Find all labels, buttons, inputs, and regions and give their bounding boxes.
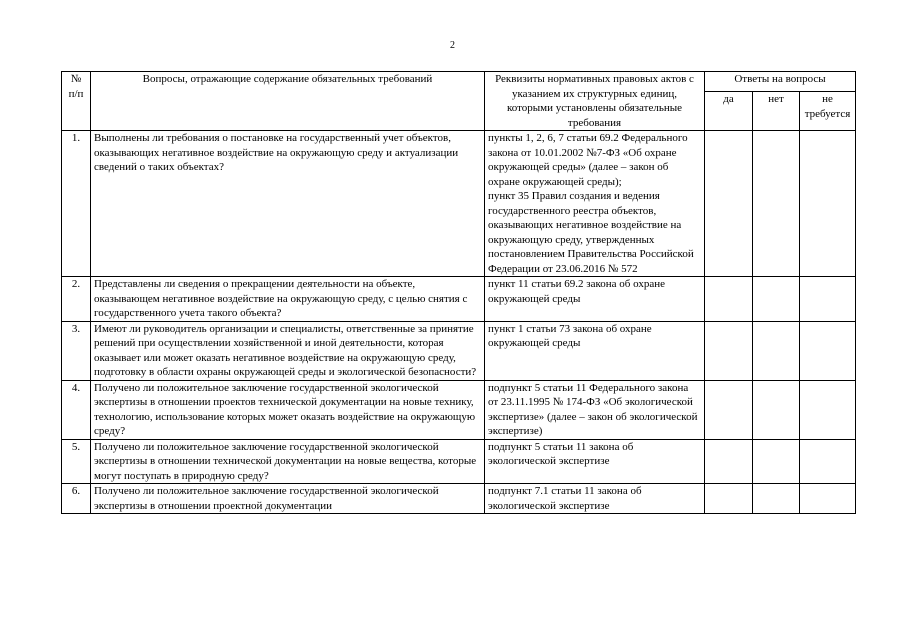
row-reference: [485, 484, 705, 514]
answer-no-cell[interactable]: [753, 131, 800, 277]
table-row: [62, 439, 856, 484]
table-row: [62, 484, 856, 514]
answer-yes-cell[interactable]: [705, 277, 753, 322]
answer-yes-cell[interactable]: [705, 131, 753, 277]
table-row: [62, 277, 856, 322]
header-num: № п/п: [62, 72, 91, 131]
reference-line: подпункт 5 статьи 11 Федерального закона от 23.11.1995 № 174-ФЗ «Об экологической экспертизе» (далее – закон об экологической экспертизе): [488, 381, 698, 437]
answer-not-required-cell[interactable]: [800, 439, 856, 484]
answer-no-cell[interactable]: [753, 380, 800, 439]
row-reference: [485, 131, 705, 277]
requirements-table: [61, 71, 856, 514]
header-reference: Реквизиты нормативных правовых актов с указанием их структурных единиц, которыми установлены обязательные требования: [485, 72, 705, 131]
reference-line: пункты 1, 2, 6, 7 статьи 69.2 Федерального закона от 10.01.2002 №7-ФЗ «Об охране окружающей среды» (далее – закон об охране окружающей среды);: [488, 132, 688, 188]
answer-no-cell[interactable]: [753, 484, 800, 514]
row-reference: [485, 277, 705, 322]
row-number: 6.: [62, 484, 91, 514]
header-answer-not-required: не требуется: [800, 92, 856, 131]
answer-yes-cell[interactable]: [705, 321, 753, 380]
row-question: Получено ли положительное заключение государственной экологической экспертизы в отношении проектов технической документации на новые технику, технологию, использование которых может оказать воздействие на окружающую среду?: [91, 380, 485, 439]
row-question: Выполнены ли требования о постановке на государственный учет объектов, оказывающих негативное воздействие на окружающую среду и актуализации сведений о таких объектах?: [91, 131, 485, 277]
row-question: Представлены ли сведения о прекращении деятельности на объекте, оказывающем негативное воздействие на окружающую среду, с целью снятия с государственного учета такого объекта?: [91, 277, 485, 322]
reference-line: пункт 11 статьи 69.2 закона об охране окружающей среды: [488, 278, 666, 305]
header-question: Вопросы, отражающие содержание обязательных требований: [91, 72, 485, 131]
header-answers-group: Ответы на вопросы: [705, 72, 856, 92]
page-number: 2: [450, 40, 455, 51]
answer-not-required-cell[interactable]: [800, 321, 856, 380]
answer-no-cell[interactable]: [753, 321, 800, 380]
answer-not-required-cell[interactable]: [800, 484, 856, 514]
answer-yes-cell[interactable]: [705, 484, 753, 514]
answer-not-required-cell[interactable]: [800, 131, 856, 277]
reference-line: подпункт 5 статьи 11 закона об экологической экспертизе: [488, 440, 634, 467]
table-row: [62, 321, 856, 380]
header-answer-no: нет: [753, 92, 800, 131]
table-row: [62, 131, 856, 277]
row-number: 4.: [62, 380, 91, 439]
answer-not-required-cell[interactable]: [800, 380, 856, 439]
row-number: 3.: [62, 321, 91, 380]
row-number: 1.: [62, 131, 91, 277]
row-number: 2.: [62, 277, 91, 322]
table-row: [62, 380, 856, 439]
row-reference: [485, 321, 705, 380]
answer-no-cell[interactable]: [753, 277, 800, 322]
reference-line: пункт 35 Правил создания и ведения государственного реестра объектов, оказывающих негативное воздействие на окружающую среду, утвержденных постановлением Правительства Российской Федерации от 23.06.2016 № 572: [488, 190, 694, 275]
answer-yes-cell[interactable]: [705, 380, 753, 439]
header-answer-yes: да: [705, 92, 753, 131]
row-question: Получено ли положительное заключение государственной экологической экспертизы в отношении технической документации на новые вещества, которые могут поступать в природную среду?: [91, 439, 485, 484]
row-reference: [485, 380, 705, 439]
row-question: Получено ли положительное заключение государственной экологической экспертизы в отношении проектной документации: [91, 484, 485, 514]
row-question: Имеют ли руководитель организации и специалисты, ответственные за принятие решений при осуществлении хозяйственной и иной деятельности, которая оказывает или может оказать негативное воздействие на окружающую среду, подготовку в области охраны окружающей среды и экологической безопасности?: [91, 321, 485, 380]
row-reference: [485, 439, 705, 484]
answer-yes-cell[interactable]: [705, 439, 753, 484]
row-number: 5.: [62, 439, 91, 484]
reference-line: пункт 1 статьи 73 закона об охране окружающей среды: [488, 322, 652, 349]
header-row: [62, 72, 856, 92]
answer-not-required-cell[interactable]: [800, 277, 856, 322]
reference-line: подпункт 7.1 статьи 11 закона об экологической экспертизе: [488, 485, 642, 512]
answer-no-cell[interactable]: [753, 439, 800, 484]
